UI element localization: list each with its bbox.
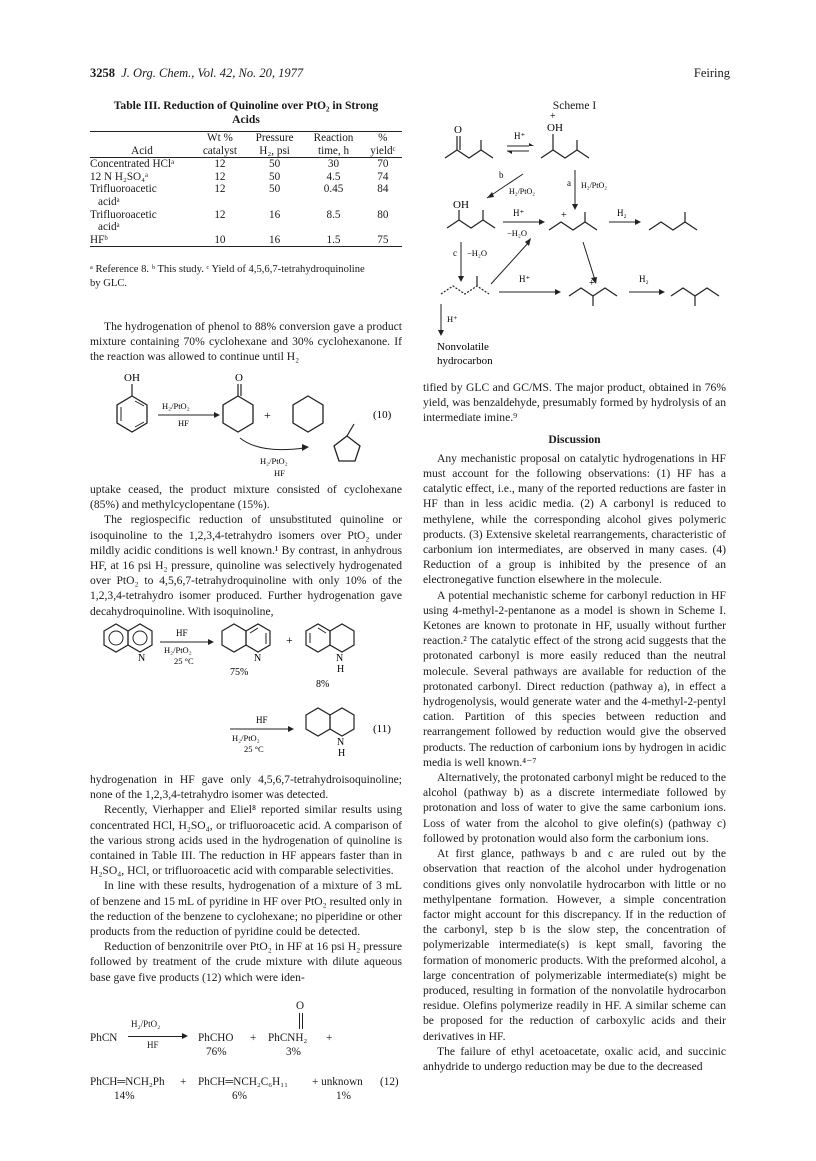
paragraph: A potential mechanistic scheme for carbonyl reduction in HF using 4-methyl-2-pentanone as a model is shown in Scheme I. Ketones are known to protonate in HF, usually without further reaction.² The catalytic effect of the strong acid suggests that the protonated carbonyl is more easily reduced than the neutral molecule. Several pathways are available for reduction of the protonated carbonyl. Direct reduction (pathway a), in effect a hydrogenolysis, would generate water and the 4-methyl-2-pentyl cation. Partition of this species between reduction and rearrangement followed by reduction would give the observed products. The reduction of carbonium ions by hydrogen in acidic media is well known.⁴⁻⁷ [423, 588, 726, 769]
decahydro-h-label: H [338, 748, 346, 759]
section-heading-discussion: Discussion [548, 432, 601, 446]
eq12-condition-top: H₂/PtO₂ [131, 1019, 161, 1029]
eq10-condition-bottom: HF [178, 418, 189, 428]
pathway-a-condition: H₂/PtO₂ [581, 181, 608, 190]
pathway-b-label: b [499, 170, 504, 180]
hplus-3: H⁺ [519, 274, 531, 284]
nonvolatile-line2: hydrocarbon [437, 355, 493, 367]
cation-plus: + [561, 210, 567, 221]
equation-number: (12) [380, 1076, 399, 1088]
minus-water-2: −H₂O [467, 248, 488, 258]
hplus-1: H⁺ [514, 131, 526, 141]
quinoline-n-label: N [138, 653, 146, 664]
table-row: 12 N H₂SO₄ᵃ 12 50 4.5 74 [90, 170, 389, 183]
imine-2: PhCH═NCH₂C₆H₁₁ [198, 1076, 289, 1088]
paragraph: At first glance, pathways b and c are ruled out by the observation that reaction of the alcohol under hydrogenation conditions gives only nonvolatile hydrocarbon with little or no methylpentane formation. However, a simple concentration factor might account for this discrepancy. If in the reduction of the carbonyl, step b is the slow step, the concentration of polymerizable intermediate(s) is kept small, favoring the formation of monomeric products. With the preformed alcohol, a large concentration of polymerizable intermediate(s) might be produced, resulting in formation of the nonvolatile hydrocarbon residue. Olefins polymerize readily in HF. A similar scheme can be proposed for the reduction of carboxylic acids and their derivatives in HF. [423, 847, 726, 1043]
product1-n-label: N [254, 653, 262, 664]
paragraph: Any mechanistic proposal on catalytic hydrogenations in HF must account for the following observations: (1) HF has a catalytic effect, i.e., many of the reported reductions are faster in HF than in less acidic media. (2) A carbonyl is reduced to methylene, while the corresponding alcohol gives polymeric products. (3) Extensive skeletal rearrangements, characteristic of carbonium ion intermediates, are observed in many cases. (4) Reduction of a group is inhibited by the presence of an electronegative function elsewhere in the molecule. [423, 451, 726, 587]
nonvolatile-line1: Nonvolatile [437, 341, 489, 353]
table-row: Trifluoroacetic acidᵃ 12 50 0.45 84 [90, 183, 389, 208]
hplus-2: H⁺ [513, 208, 525, 218]
eq10-condition2-top: H₂/PtO₂ [260, 456, 288, 466]
paragraph: Recently, Vierhapper and Eliel⁸ reported similar results using concentrated HCl, H₂SO₄, or trifluoroacetic acid. A comparison of the various strong acids used in the hydrogenation of quinoline is contained in Table III. The reduction in HF appears faster than in H₂SO₄, HCl, or trifluoroacetic acid with comparable selectivities. [90, 803, 402, 878]
h2-label-1: H₂ [617, 208, 627, 218]
eq11-hf2-label: HF [256, 715, 268, 725]
yield-3: 3% [286, 1046, 301, 1058]
ketone-o-label: O [454, 124, 462, 136]
paragraph: uptake ceased, the product mixture consisted of cyclohexane (85%) and methylcyclopentane (15%). [90, 483, 402, 512]
cation-plus-2: + [589, 278, 595, 289]
product2-n-label: N [336, 653, 344, 664]
pathway-a-label: a [567, 178, 571, 188]
table-row: HFᵇ 10 16 1.5 75 [90, 234, 402, 247]
equation-12: PhCN H₂/PtO₂ HF PhCHO + O PhCNH₂ + 76% 3% PhCH═NCH₂Ph + PhCH═NCH₂C₆H₁₁ + unknown (12) 14% 6% 1% [90, 1000, 399, 1102]
cyclohexanone-ring [223, 396, 253, 432]
eq11-temperature: 25 °C [174, 656, 194, 666]
eq12-condition-bottom: HF [147, 1040, 159, 1050]
unknown: + unknown [312, 1076, 363, 1088]
scheme-title: Scheme I [552, 99, 597, 112]
eq10-condition2-bottom: HF [274, 468, 285, 478]
paragraph: Reduction of benzonitrile over PtO₂ in HF at 16 psi H₂ pressure followed by treatment of the crude mixture with dilute aqueous base gave five products (12) which were iden- [90, 940, 402, 984]
left-text-block-2 [90, 482, 402, 619]
equation-11-figure [90, 617, 406, 787]
running-header [90, 66, 303, 81]
imine-1: PhCH═NCH₂Ph [90, 1076, 165, 1088]
equation-10-figure [90, 368, 406, 478]
eq10-condition-top: H₂/PtO₂ [162, 401, 190, 411]
paragraph: Alternatively, the protonated carbonyl might be reduced to the alcohol (pathway b) as a discrete intermediate followed by protonation and loss of water to give the same carbonium ions. Loss of water from the alcohol to give olefin(s) (pathway c) followed by protonation would also form the carbonium ions. [423, 771, 726, 845]
paragraph: tified by GLC and GC/MS. The major product, obtained in 76% yield, was benzaldehyde, presumably formed by hydrolysis of an intermediate imine.⁹ [423, 381, 726, 425]
yield-1: 1% [336, 1090, 351, 1102]
yield-8: 8% [316, 679, 330, 690]
paragraph: The failure of ethyl acetoacetate, oxalic acid, and succinic anhydride to undergo reduction may be due to the decreased [423, 1044, 726, 1073]
author-name: Feiring [693, 66, 730, 80]
pathway-b-condition: H₂/PtO₂ [509, 187, 536, 196]
product2-h-label: H [337, 664, 345, 675]
table-iii: Wt % Pressure Reaction % Acid catalyst H₂, psi time, h yieldᶜ Concentrated HClᵃ 12 50 30 70 12 N H₂SO₄ᵃ 12 50 4.5 74 Trifluoroacetic acidᵃ 12 50 0.45 84 Trifluoroacetic acidᵃ 12 16 8.5 80 HFᵇ 10 16 1.5 75 [90, 131, 402, 247]
h2-label-2: H₂ [639, 274, 649, 284]
cyclohexane-ring [293, 396, 323, 432]
yield-14: 14% [114, 1090, 135, 1102]
phenol-oh-label: OH [124, 372, 140, 384]
table-title: Table III. Reduction of Quinoline over PtO₂ in Strong Acids [113, 99, 379, 126]
equation-number: (10) [373, 409, 392, 421]
table-row: Concentrated HClᵃ 12 50 30 70 [90, 158, 389, 171]
amide-o-label: O [296, 1000, 305, 1012]
yield-76: 76% [206, 1046, 227, 1058]
paragraph: hydrogenation in HF gave only 4,5,6,7-tetrahydroisoquinoline; none of the 1,2,3,4-tetrahydro isomer was detected. [90, 773, 402, 802]
methylcyclopentane-ring [334, 436, 360, 461]
eq11-temperature2: 25 °C [244, 744, 264, 754]
plus-sign: + [286, 633, 293, 647]
column-header-acid: Acid [90, 145, 194, 158]
eq11-hf-label: HF [176, 628, 188, 638]
equation-number: (11) [373, 723, 391, 735]
protonated-oh-label: OH [547, 122, 563, 134]
benzaldehyde: PhCHO [198, 1032, 234, 1044]
table-footnote: ᵃ Reference 8. ᵇ This study. ᶜ Yield of 4,5,6,7-tetrahydroquinoline by GLC. [90, 264, 365, 289]
right-text-block [423, 380, 726, 1074]
paragraph: The regiospecific reduction of unsubstituted quinoline or isoquinoline to the 1,2,3,4-tetrahydro isomers over PtO₂ under mildly acidic conditions is well known.¹ By contrast, in anhydrous HF, at 16 psi H₂ pressure, quinoline was selectively hydrogenated over PtO₂ to 4,5,6,7-tetrahydroquinoline with only 10% of the 1,2,3,4-tetrahydro isomer produced. Further hydrogenation gave decahydroquinoline. With isoquinoline, [90, 513, 402, 618]
scheme-i-figure [423, 112, 726, 368]
decahydro-n-label: N [337, 737, 345, 748]
journal-citation: J. Org. Chem., Vol. 42, No. 20, 1977 [121, 66, 304, 80]
eq11-condition: H₂/PtO₂ [164, 645, 192, 655]
plus-sign: + [264, 408, 271, 422]
plus-charge: + [550, 112, 556, 122]
alcohol-oh-label: OH [453, 199, 469, 211]
table-row: Trifluoroacetic acidᵃ 12 16 8.5 80 [90, 208, 389, 234]
pathway-c-label: c [453, 248, 457, 258]
paragraph: In line with these results, hydrogenation of a mixture of 3 mL of benzene and 15 mL of pyridine in HF over PtO₂ resulted only in the reduction of the benzene to cyclohexane; no piperidine or other products from the reduction of pyridine could be detected. [90, 879, 402, 939]
page-number: 3258 [90, 66, 115, 80]
benzonitrile: PhCN [90, 1032, 118, 1044]
benzamide: PhCNH₂ [268, 1032, 308, 1044]
minus-water-1: −H₂O [507, 228, 528, 238]
left-text-block-3 [90, 772, 402, 985]
carbonyl-o-label: O [235, 372, 243, 384]
eq11-condition2: H₂/PtO₂ [232, 733, 260, 743]
hplus-4: H⁺ [447, 314, 458, 324]
paragraph: The hydrogenation of phenol to 88% conversion gave a product mixture containing 70% cyclohexane and 30% cyclohexanone. If the reaction was allowed to continue until H₂ [90, 320, 402, 364]
left-text-block-1 [90, 319, 402, 365]
yield-6: 6% [232, 1090, 247, 1102]
yield-75: 75% [230, 667, 249, 678]
